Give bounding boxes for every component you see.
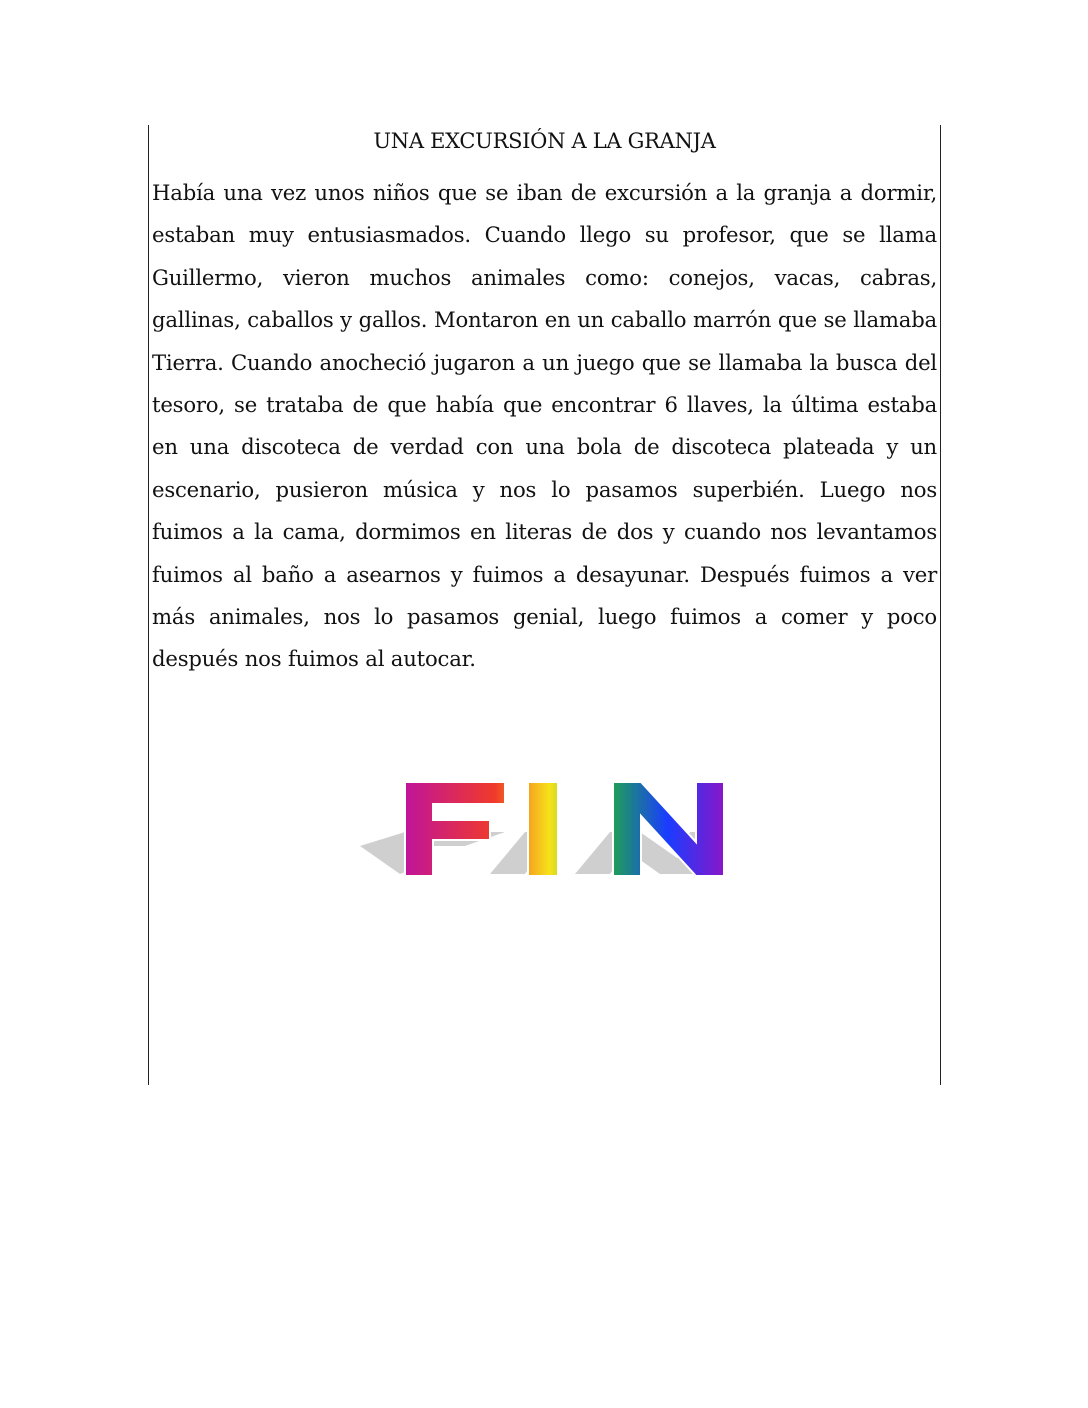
story-paragraph: Había una vez unos niños que se iban de excursión a la granja a dormir, estaban muy entusiasmados. Cuando llego su profesor, que se llama Guillermo, vieron muchos animales como: conejos, vacas, cabras, gallinas, caballos y gallos. Montaron en un caballo marrón que se llamaba Tierra. Cuando anocheció jugaron a un juego que se llamaba la busca del tesoro, se trataba de que había que encontrar 6 llaves, la última estaba en una discoteca de verdad con una bola de discoteca plateada y un escenario, pusieron música y nos lo pasamos superbién. Luego nos fuimos a la cama, dormimos en literas de dos y cuando nos levantamos fuimos al baño a asearnos y fuimos a desayunar. Después fuimos a ver más animales, nos lo pasamos genial, luego fuimos a comer y poco después nos fuimos al autocar. [152, 180, 937, 672]
left-border-line [148, 125, 149, 1085]
document-content [152, 124, 937, 681]
right-border-line [940, 125, 941, 1085]
fin-wordart-graphic [360, 770, 740, 890]
document-title: UNA EXCURSIÓN A LA GRANJA [373, 129, 716, 153]
fin-wordart [360, 770, 740, 890]
